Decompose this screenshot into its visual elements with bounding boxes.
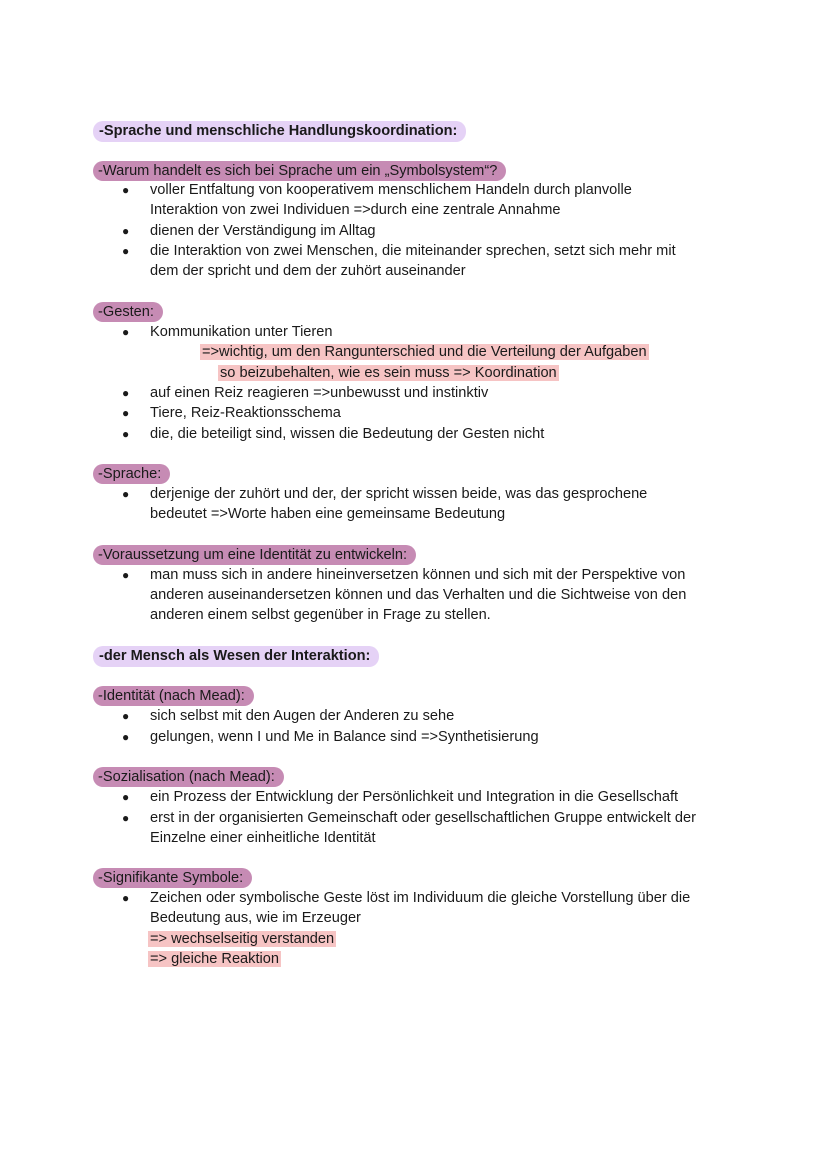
heading-sozialisation: -Sozialisation (nach Mead): xyxy=(93,767,284,787)
bullet-text: derjenige der zuhört und der, der spricht wissen beide, was das gesprochene xyxy=(150,486,648,502)
bullet-icon: ● xyxy=(122,790,130,804)
highlight-text: =>wichtig, um den Rangunterschied und die Verteilung der Aufgaben xyxy=(202,344,647,360)
highlighted-note xyxy=(148,949,281,969)
bullet-icon: ● xyxy=(122,386,130,400)
bullet-text: dienen der Verständigung im Alltag xyxy=(150,223,376,239)
heading-symbole: -Signifikante Symbole: xyxy=(93,868,252,888)
bullet-icon: ● xyxy=(122,427,130,441)
highlight-text: so beizubehalten, wie es sein muss => Koordination xyxy=(220,365,557,381)
highlighted-note xyxy=(148,929,336,949)
heading-symbolsystem: -Warum handelt es sich bei Sprache um ein „Symbolsystem“? xyxy=(93,161,506,181)
bullet-text: gelungen, wenn I und Me in Balance sind =>Synthetisierung xyxy=(150,729,539,745)
bullet-text: man muss sich in andere hineinversetzen können und sich mit der Perspektive von xyxy=(150,567,686,583)
bullet-text: Zeichen oder symbolische Geste löst im Individuum die gleiche Vorstellung über die xyxy=(150,890,691,906)
bullet-icon: ● xyxy=(122,244,130,258)
heading-sprache: -Sprache: xyxy=(93,464,170,484)
bullet-text: auf einen Reiz reagieren =>unbewusst und instinktiv xyxy=(150,385,489,401)
heading-identitaet: -Identität (nach Mead): xyxy=(93,686,254,706)
bullet-text-continuation: dem der spricht und dem der zuhört auseinander xyxy=(150,263,466,279)
bullet-icon: ● xyxy=(122,406,130,420)
section-title-mensch: -der Mensch als Wesen der Interaktion: xyxy=(93,646,379,667)
bullet-text: die Interaktion von zwei Menschen, die miteinander sprechen, setzt sich mehr mit xyxy=(150,243,676,259)
bullet-text: Tiere, Reiz-Reaktionsschema xyxy=(150,405,341,421)
bullet-icon: ● xyxy=(122,730,130,744)
bullet-text-continuation: Bedeutung aus, wie im Erzeuger xyxy=(150,910,361,926)
heading-voraussetzung: -Voraussetzung um eine Identität zu entwickeln: xyxy=(93,545,416,565)
bullet-text-continuation: anderen einem selbst gegenüber in Frage zu stellen. xyxy=(150,607,491,623)
bullet-text: erst in der organisierten Gemeinschaft oder gesellschaftlichen Gruppe entwickelt der xyxy=(150,810,696,826)
bullet-text: sich selbst mit den Augen der Anderen zu sehe xyxy=(150,708,455,724)
highlighted-note xyxy=(218,363,559,383)
bullet-text: voller Entfaltung von kooperativem menschlichem Handeln durch planvolle xyxy=(150,182,632,198)
bullet-icon: ● xyxy=(122,224,130,238)
heading-gesten: -Gesten: xyxy=(93,302,163,322)
bullet-text-continuation: bedeutet =>Worte haben eine gemeinsame Bedeutung xyxy=(150,506,506,522)
bullet-text: ein Prozess der Entwicklung der Persönlichkeit und Integration in die Gesellschaft xyxy=(150,789,679,805)
bullet-icon: ● xyxy=(122,709,130,723)
bullet-text-continuation: Interaktion von zwei Individuen =>durch eine zentrale Annahme xyxy=(150,202,561,218)
bullet-text: Kommunikation unter Tieren xyxy=(150,324,333,340)
highlighted-note xyxy=(200,342,649,362)
bullet-icon: ● xyxy=(122,811,130,825)
bullet-text: die, die beteiligt sind, wissen die Bedeutung der Gesten nicht xyxy=(150,426,545,442)
bullet-text-continuation: Einzelne einer einheitliche Identität xyxy=(150,830,376,846)
bullet-icon: ● xyxy=(122,183,130,197)
bullet-icon: ● xyxy=(122,568,130,582)
bullet-icon: ● xyxy=(122,325,130,339)
bullet-text-continuation: anderen auseinandersetzen können und das Verhalten und die Sichtweise von den xyxy=(150,587,687,603)
highlight-text: => gleiche Reaktion xyxy=(150,951,279,967)
section-title-sprache: -Sprache und menschliche Handlungskoordination: xyxy=(93,121,466,142)
highlight-text: => wechselseitig verstanden xyxy=(150,931,335,947)
bullet-icon: ● xyxy=(122,891,130,905)
bullet-icon: ● xyxy=(122,487,130,501)
